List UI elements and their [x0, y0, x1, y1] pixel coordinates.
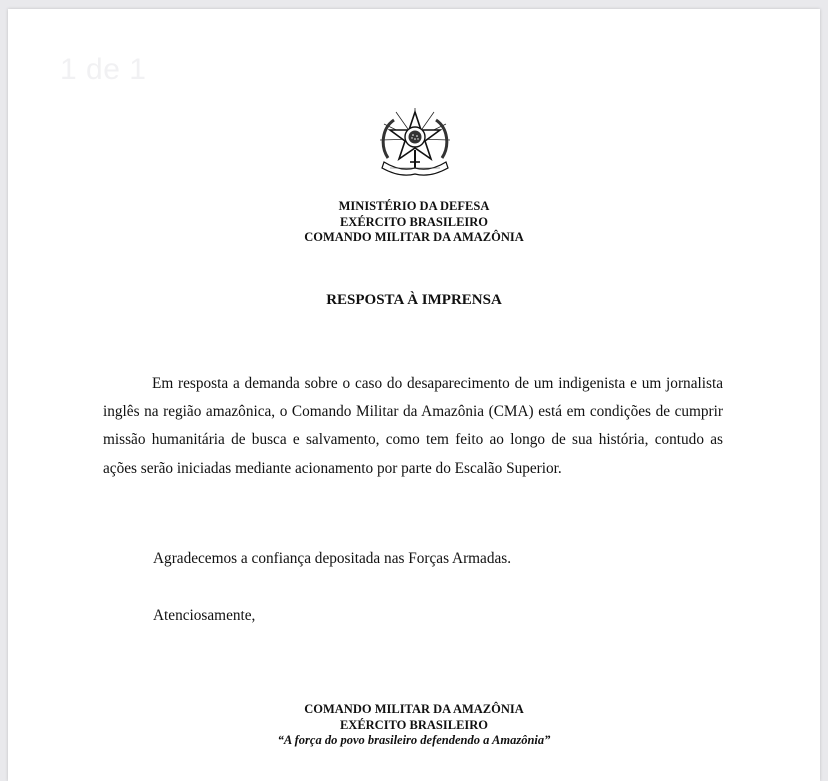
brazil-coat-of-arms-icon: [374, 106, 456, 178]
document-footer: [8, 702, 820, 749]
header-army: EXÉRCITO BRASILEIRO: [339, 214, 489, 229]
footer-army: EXÉRCITO BRASILEIRO: [339, 717, 489, 732]
header-command: COMANDO MILITAR DA AMAZÔNIA: [304, 230, 524, 244]
body-paragraph: Em resposta a demanda sobre o caso do desaparecimento de um indigenista e um jornalista inglês na região amazônica, o Comando Militar da Amazônia (CMA) está em condições de cumprir missão humanitária de busca e salvamento, como tem feito ao longo de sua história, contudo as ações serão iniciadas mediante acionamento por parte do Escalão Superior.: [103, 375, 723, 477]
header-ministry: MINISTÉRIO DA DEFESA: [338, 199, 490, 213]
document-page: [8, 9, 820, 781]
footer-command: COMANDO MILITAR DA AMAZÔNIA: [304, 702, 524, 716]
document-header: [8, 199, 820, 246]
footer-motto: “A força do povo brasileiro defendendo a Amazônia”: [277, 733, 551, 747]
closing-salutation: Atenciosamente,: [153, 607, 256, 624]
thanks-paragraph: Agradecemos a confiança depositada nas Forças Armadas.: [153, 550, 512, 567]
page-counter: 1 de 1: [60, 53, 147, 86]
document-title: RESPOSTA À IMPRENSA: [326, 292, 502, 308]
